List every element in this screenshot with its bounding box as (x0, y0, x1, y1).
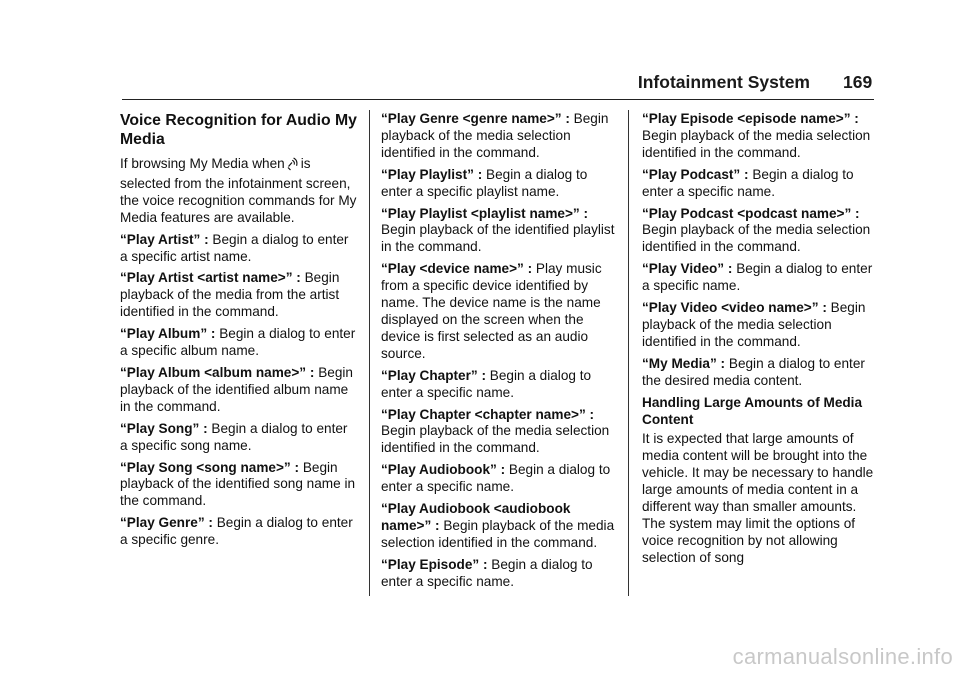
command-list (120, 232, 358, 549)
command-entry (381, 557, 621, 591)
command-entry (642, 356, 880, 390)
column-divider-2 (628, 110, 629, 596)
command-term: “Play Genre <genre name>” : (381, 111, 570, 126)
command-entry (381, 167, 621, 201)
command-term: “Play Video <video name>” : (642, 300, 827, 316)
command-entry (381, 261, 621, 362)
command-description: Play music from a specific device identified by name. The device name is the name displayed on the screen when the device is first selected as an audio source. (381, 261, 602, 361)
command-term: “Play Episode <episode name>” : (642, 111, 859, 126)
command-description: Begin a dialog to enter a specific name. (381, 462, 611, 495)
command-term: “Play Song <song name>” : (120, 459, 300, 475)
command-description: Begin a dialog to enter a specific song name. (120, 420, 348, 453)
command-description: Begin playback of the media from the artist identified in the command. (120, 270, 340, 320)
command-term: “Play Artist <artist name>” : (120, 270, 301, 286)
section-title: Infotainment System (637, 72, 810, 92)
watermark: carmanualsonline.info (732, 644, 953, 669)
header-divider (122, 99, 874, 100)
command-entry (381, 462, 621, 496)
command-description: Begin playback of the media selection identified in the command. (642, 222, 871, 255)
command-entry (120, 326, 358, 360)
command-entry (642, 206, 880, 257)
command-entry (642, 111, 880, 162)
command-entry (381, 111, 621, 162)
command-list (642, 111, 880, 390)
command-term: “Play Album” : (120, 326, 216, 342)
command-description: Begin playback of the identified album name in the command. (120, 364, 353, 414)
command-entry (642, 300, 880, 351)
command-term: “Play Episode” : (381, 556, 488, 572)
command-entry (381, 206, 621, 257)
command-description: Begin a dialog to enter a specific name. (642, 261, 873, 294)
command-term: “Play <device name>” : (381, 261, 533, 277)
command-entry (120, 460, 358, 511)
command-description: Begin playback of the media selection identified in the command. (381, 111, 609, 160)
command-entry (642, 167, 880, 201)
command-term: “Play Album <album name>” : (120, 364, 315, 380)
command-term: “Play Audiobook <audiobook name>” : (381, 501, 571, 533)
page-number: 169 (843, 72, 873, 92)
command-term: “Play Podcast <podcast name>” : (642, 205, 860, 221)
command-description: Begin playback of the media selection identified in the command. (642, 127, 871, 160)
command-description: Begin playback of the media selection identified in the command. (642, 300, 866, 349)
command-description: Begin playback of the identified playlist in the command. (381, 222, 615, 255)
command-term: “Play Podcast” : (642, 166, 749, 182)
intro-text-before: If browsing My Media when (120, 156, 285, 171)
subheading: Handling Large Amounts of Media Content (642, 394, 863, 427)
command-description: Begin a dialog to enter a specific album name. (120, 326, 356, 359)
command-term: “Play Chapter” : (381, 367, 486, 383)
column-2 (381, 111, 621, 596)
command-description: Begin a dialog to enter a specific name. (381, 367, 592, 400)
command-list (381, 111, 621, 591)
command-entry (381, 368, 621, 402)
command-term: “Play Song” : (120, 420, 208, 436)
command-description: Begin a dialog to enter a specific artist name. (120, 231, 349, 264)
column-1 (120, 111, 358, 554)
page-header (0, 70, 960, 100)
command-term: “Play Artist” : (120, 231, 209, 247)
command-entry (120, 421, 358, 455)
command-term: “Play Audiobook” : (381, 462, 506, 478)
command-description: Begin a dialog to enter a specific name. (642, 166, 854, 199)
section-heading: Voice Recognition for Audio My Media (120, 112, 357, 148)
command-description: Begin a dialog to enter a specific genre. (120, 515, 353, 548)
command-description: Begin a dialog to enter a specific name. (381, 556, 593, 589)
command-term: “My Media” : (642, 355, 726, 371)
command-description: Begin playback of the media selection identified in the command. (381, 517, 615, 550)
command-description: Begin playback of the identified song name in the command. (120, 459, 356, 509)
command-term: “Play Genre” : (120, 515, 213, 531)
command-term: “Play Video” : (642, 261, 733, 277)
command-entry (120, 232, 358, 266)
command-entry (120, 270, 358, 321)
command-entry (381, 407, 621, 458)
command-entry (642, 261, 880, 295)
command-entry (381, 501, 621, 552)
command-term: “Play Chapter <chapter name>” : (381, 406, 595, 422)
closing-paragraph: It is expected that large amounts of media content will be brought into the vehicle. It may be necessary to handle large amounts of media content in a different way than smaller amounts. The system may limit the options of voice recognition by not allowing selection of song (642, 431, 874, 565)
column-3 (642, 111, 880, 572)
command-term: “Play Playlist <playlist name>” : (381, 205, 589, 221)
voice-recognition-icon (287, 157, 299, 176)
command-description: Begin playback of the media selection identified in the command. (381, 423, 610, 456)
command-term: “Play Playlist” : (381, 166, 483, 182)
command-description: Begin a dialog to enter the desired media content. (642, 355, 865, 388)
column-divider-1 (369, 110, 370, 596)
command-description: Begin a dialog to enter a specific playlist name. (381, 166, 588, 199)
command-entry (120, 515, 358, 549)
intro-paragraph (120, 156, 358, 227)
command-entry (120, 365, 358, 416)
intro-text-after: is selected from the infotainment screen, the voice recognition commands for My Media features are available. (120, 156, 357, 225)
